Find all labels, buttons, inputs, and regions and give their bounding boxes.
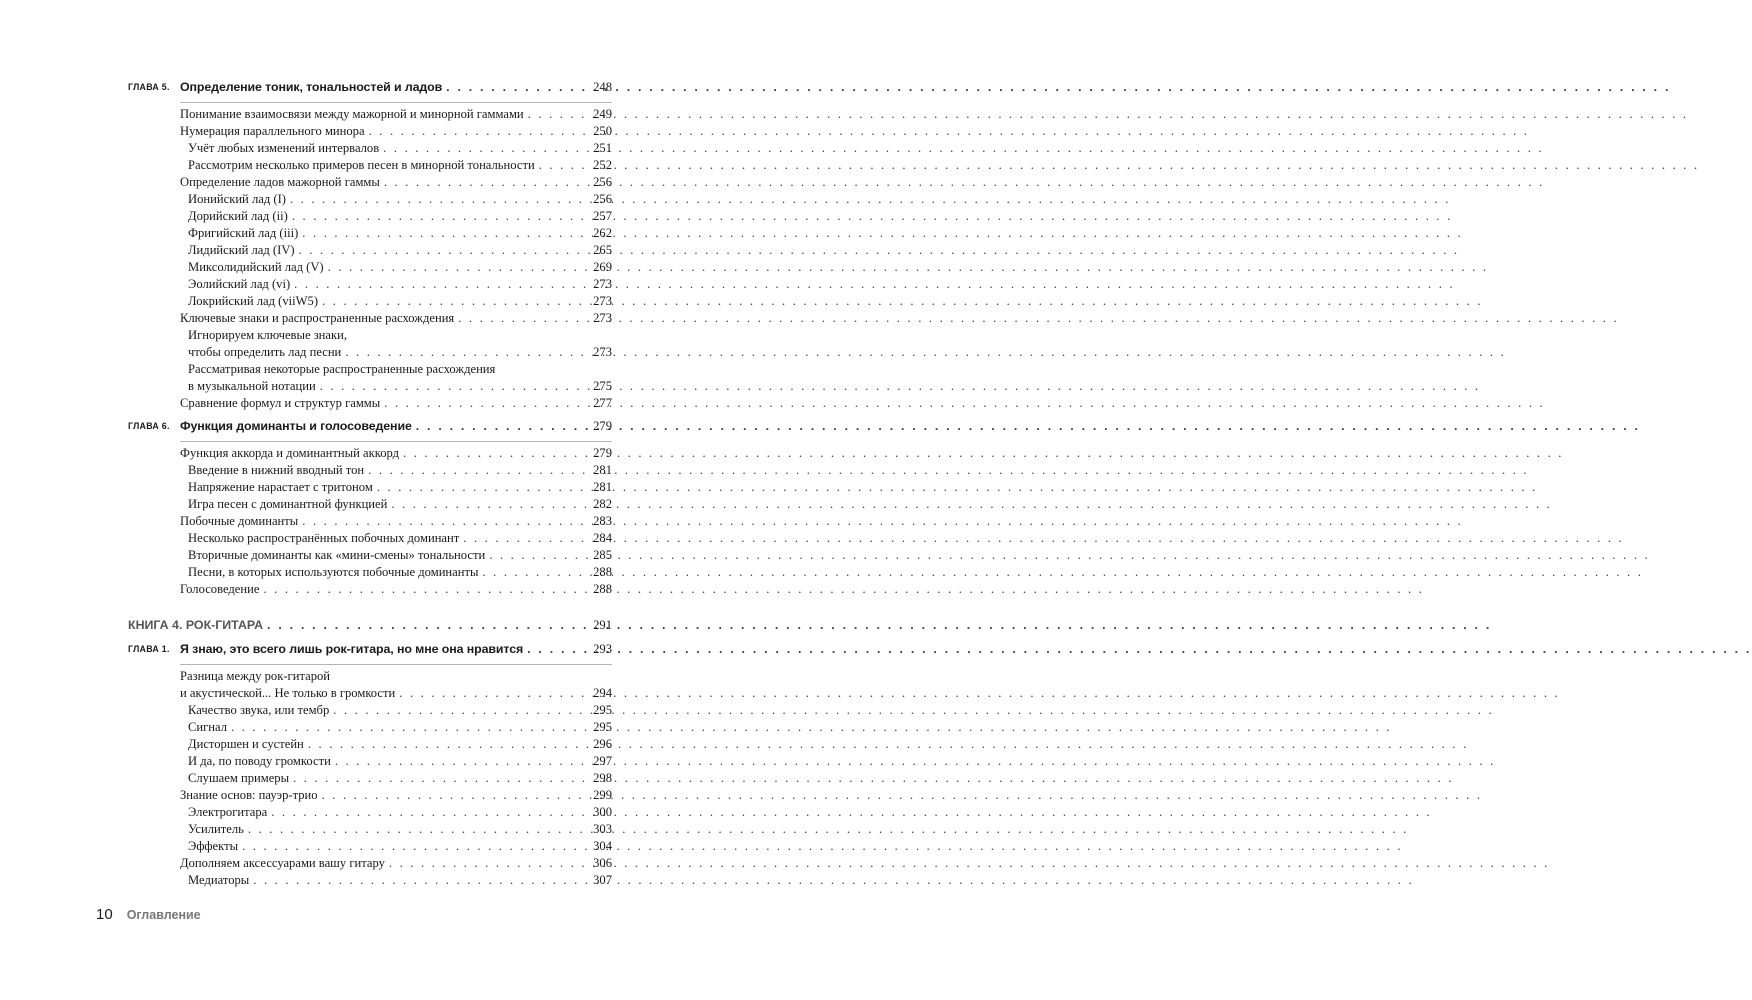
leader-dots — [535, 157, 586, 174]
entry-title: Введение в нижний вводный тон — [188, 463, 365, 477]
leader-dots — [412, 417, 586, 435]
leader-dots — [459, 530, 586, 547]
book-title: КНИГА 4. РОК-ГИТАРА — [128, 618, 264, 632]
footer-section-name: Оглавление — [126, 908, 201, 922]
page-footer — [96, 906, 201, 923]
page-number: 273 — [593, 345, 612, 359]
page-number: 281 — [593, 463, 612, 477]
entry-title: Рассмотрим несколько примеров песен в минорной тональности — [188, 158, 535, 172]
entry-title-line[interactable]: Разница между рок-гитарой — [180, 669, 331, 683]
leader-dots — [288, 208, 586, 225]
chapter-heading[interactable] — [128, 417, 612, 435]
page-number: 262 — [593, 226, 612, 240]
toc-entry[interactable] — [128, 445, 612, 462]
toc-entry[interactable] — [128, 547, 612, 564]
toc-entry[interactable] — [128, 140, 612, 157]
leader-dots — [364, 462, 586, 479]
chapter-heading[interactable] — [128, 78, 612, 96]
entry-title: Определение ладов мажорной гаммы — [180, 175, 380, 189]
entry-title: Слушаем примеры — [188, 771, 290, 785]
leader-dots — [290, 276, 586, 293]
entry-title: Фригийский лад (iii) — [188, 226, 299, 240]
toc-entry[interactable] — [128, 174, 612, 191]
toc-entry[interactable] — [128, 736, 612, 753]
page-number: 257 — [593, 209, 612, 223]
page-number: 297 — [593, 754, 612, 768]
entry-title: Вторичные доминанты как «мини-смены» тональности — [188, 548, 486, 562]
page-number: 275 — [593, 379, 612, 393]
page-number: 256 — [593, 175, 612, 189]
page-number: 279 — [593, 446, 612, 460]
page-number: 256 — [593, 192, 612, 206]
toc-entry[interactable] — [128, 378, 612, 395]
page-number: 295 — [593, 703, 612, 717]
toc-entry[interactable] — [128, 770, 612, 787]
leader-dots — [267, 804, 586, 821]
page-number: 248 — [593, 80, 612, 94]
entry-title: Качество звука, или тембр — [188, 703, 330, 717]
page-number: 250 — [593, 124, 612, 138]
entry-title: Игра песен с доминантной функцией — [188, 497, 388, 511]
leader-dots — [379, 140, 586, 157]
chapter-label: ГЛАВА 1. — [128, 644, 170, 654]
leader-dots — [442, 78, 586, 96]
leader-dots — [329, 702, 586, 719]
entry-title: Голосоведение — [180, 582, 260, 596]
entry-title: Учёт любых изменений интервалов — [188, 141, 380, 155]
toc-entry[interactable] — [128, 106, 612, 123]
leader-dots — [524, 106, 586, 123]
toc-page — [0, 0, 682, 1000]
page-number: 300 — [593, 805, 612, 819]
leader-dots — [298, 225, 586, 242]
leader-dots — [316, 378, 586, 395]
entry-title: Дорийский лад (ii) — [188, 209, 288, 223]
toc-entry[interactable] — [128, 344, 612, 361]
entry-title: Дополняем аксессуарами вашу гитару — [180, 856, 385, 870]
leader-dots — [249, 872, 586, 889]
toc-entry[interactable] — [128, 242, 612, 259]
toc-entry[interactable] — [128, 804, 612, 821]
toc-entry[interactable] — [128, 753, 612, 770]
page-number: 298 — [593, 771, 612, 785]
entry-title: И да, по поводу громкости — [188, 754, 331, 768]
page-number: 251 — [593, 141, 612, 155]
toc-entry[interactable] — [128, 293, 612, 310]
toc-entry[interactable] — [128, 821, 612, 838]
chapter-title: Функция доминанты и голосоведение — [180, 419, 412, 433]
toc-entry[interactable] — [128, 276, 612, 293]
toc-entry[interactable] — [128, 719, 612, 736]
leader-dots — [341, 344, 586, 361]
leader-dots — [523, 640, 586, 658]
entry-title: Функция аккорда и доминантный аккорд — [180, 446, 400, 460]
entry-title: Электрогитара — [188, 805, 268, 819]
leader-dots — [478, 564, 586, 581]
page-number: 285 — [593, 548, 612, 562]
leader-dots — [380, 395, 586, 412]
page-number: 281 — [593, 480, 612, 494]
toc-entry[interactable] — [128, 310, 612, 327]
entry-title: Дисторшен и сустейн — [188, 737, 304, 751]
page-number: 303 — [593, 822, 612, 836]
leader-dots — [365, 123, 586, 140]
entry-title-line[interactable]: Рассматривая некоторые распространенные расхождения — [188, 362, 496, 376]
entry-title: Ключевые знаки и распространенные расхождения — [180, 311, 455, 325]
entry-title: Усилитель — [188, 822, 244, 836]
page-number: 293 — [593, 642, 612, 656]
leader-dots — [318, 293, 586, 310]
chapter-label: ГЛАВА 5. — [128, 82, 170, 92]
leader-dots — [259, 581, 586, 598]
entry-title: Сигнал — [188, 720, 228, 734]
page-number: 288 — [593, 582, 612, 596]
toc-entry[interactable] — [128, 787, 612, 804]
entry-title-line[interactable]: Игнорируем ключевые знаки, — [188, 328, 348, 342]
toc-entry[interactable] — [128, 530, 612, 547]
entry-title: Знание основ: пауэр-трио — [180, 788, 318, 802]
page-number: 291 — [593, 618, 612, 632]
toc-entry[interactable] — [128, 513, 612, 530]
toc-entry[interactable] — [128, 395, 612, 412]
entry-title: Ионийский лад (I) — [188, 192, 286, 206]
leader-dots — [244, 821, 586, 838]
leader-dots — [289, 770, 586, 787]
toc-entry[interactable] — [128, 496, 612, 513]
toc-entry[interactable] — [128, 872, 612, 889]
page-number: 279 — [593, 419, 612, 433]
leader-dots — [387, 496, 586, 513]
entry-title: Несколько распространённых побочных доминант — [188, 531, 460, 545]
entry-title: и акустической... Не только в громкости — [180, 686, 396, 700]
page-number: 295 — [593, 720, 612, 734]
toc-entry[interactable] — [128, 123, 612, 140]
page-number: 277 — [593, 396, 612, 410]
entry-title: чтобы определить лад песни — [188, 345, 342, 359]
leader-dots — [318, 787, 586, 804]
toc-entry[interactable] — [128, 581, 612, 598]
entry-title: Напряжение нарастает с тритоном — [188, 480, 373, 494]
leader-dots — [399, 445, 586, 462]
toc-entry[interactable] — [128, 157, 612, 174]
entry-title: Миксолидийский лад (V) — [188, 260, 324, 274]
page-number: 273 — [593, 294, 612, 308]
page-number: 288 — [593, 565, 612, 579]
page-number: 273 — [593, 277, 612, 291]
toc-entry[interactable] — [128, 702, 612, 719]
leader-dots — [380, 174, 586, 191]
book-heading[interactable] — [128, 616, 612, 634]
page-number: 282 — [593, 497, 612, 511]
leader-dots — [395, 685, 586, 702]
leader-dots — [263, 616, 586, 634]
divider — [180, 664, 612, 665]
chapter-heading[interactable] — [128, 640, 612, 658]
page-number: 296 — [593, 737, 612, 751]
chapter-title: Определение тоник, тональностей и ладов — [180, 80, 443, 94]
entry-title: Нумерация параллельного минора — [180, 124, 365, 138]
page-number: 269 — [593, 260, 612, 274]
entry-title: в музыкальной нотации — [188, 379, 316, 393]
page-number: 249 — [593, 107, 612, 121]
toc-entry[interactable] — [128, 564, 612, 581]
toc-entry[interactable] — [128, 191, 612, 208]
page-number: 252 — [593, 158, 612, 172]
entry-title: Эффекты — [188, 839, 239, 853]
chapter-title: Я знаю, это всего лишь рок-гитара, но мне она нравится — [180, 642, 524, 656]
toc-entry[interactable] — [128, 225, 612, 242]
leader-dots — [454, 310, 586, 327]
page-number: 304 — [593, 839, 612, 853]
table-of-contents — [128, 78, 612, 889]
page-number: 284 — [593, 531, 612, 545]
leader-dots — [227, 719, 586, 736]
leader-dots — [298, 513, 586, 530]
chapter-label: ГЛАВА 6. — [128, 421, 170, 431]
leader-dots — [295, 242, 586, 259]
leader-dots — [485, 547, 586, 564]
toc-entry[interactable] — [128, 259, 612, 276]
page-number: 283 — [593, 514, 612, 528]
leader-dots — [304, 736, 586, 753]
toc-entry[interactable] — [128, 838, 612, 855]
leader-dots — [286, 191, 586, 208]
toc-entry[interactable] — [128, 685, 612, 702]
page-number: 307 — [593, 873, 612, 887]
entry-title: Сравнение формул и структур гаммы — [180, 396, 381, 410]
leader-dots — [373, 479, 586, 496]
entry-title: Эолийский лад (vi) — [188, 277, 291, 291]
entry-title: Понимание взаимосвязи между мажорной и минорной гаммами — [180, 107, 524, 121]
entry-title: Лидийский лад (IV) — [188, 243, 295, 257]
entry-title: Локрийский лад (viiW5) — [188, 294, 319, 308]
page-number: 299 — [593, 788, 612, 802]
page-number: 294 — [593, 686, 612, 700]
toc-entry[interactable] — [128, 208, 612, 225]
footer-page-number: 10 — [96, 906, 113, 923]
leader-dots — [331, 753, 586, 770]
toc-entry[interactable] — [128, 479, 612, 496]
divider — [180, 441, 612, 442]
leader-dots — [238, 838, 586, 855]
toc-entry[interactable] — [128, 462, 612, 479]
divider — [180, 102, 612, 103]
leader-dots — [324, 259, 586, 276]
toc-entry[interactable] — [128, 855, 612, 872]
leader-dots — [385, 855, 586, 872]
entry-title: Медиаторы — [188, 873, 250, 887]
page-number: 273 — [593, 311, 612, 325]
page-number: 306 — [593, 856, 612, 870]
page-number: 265 — [593, 243, 612, 257]
entry-title: Песни, в которых используются побочные доминанты — [188, 565, 479, 579]
entry-title: Побочные доминанты — [180, 514, 299, 528]
